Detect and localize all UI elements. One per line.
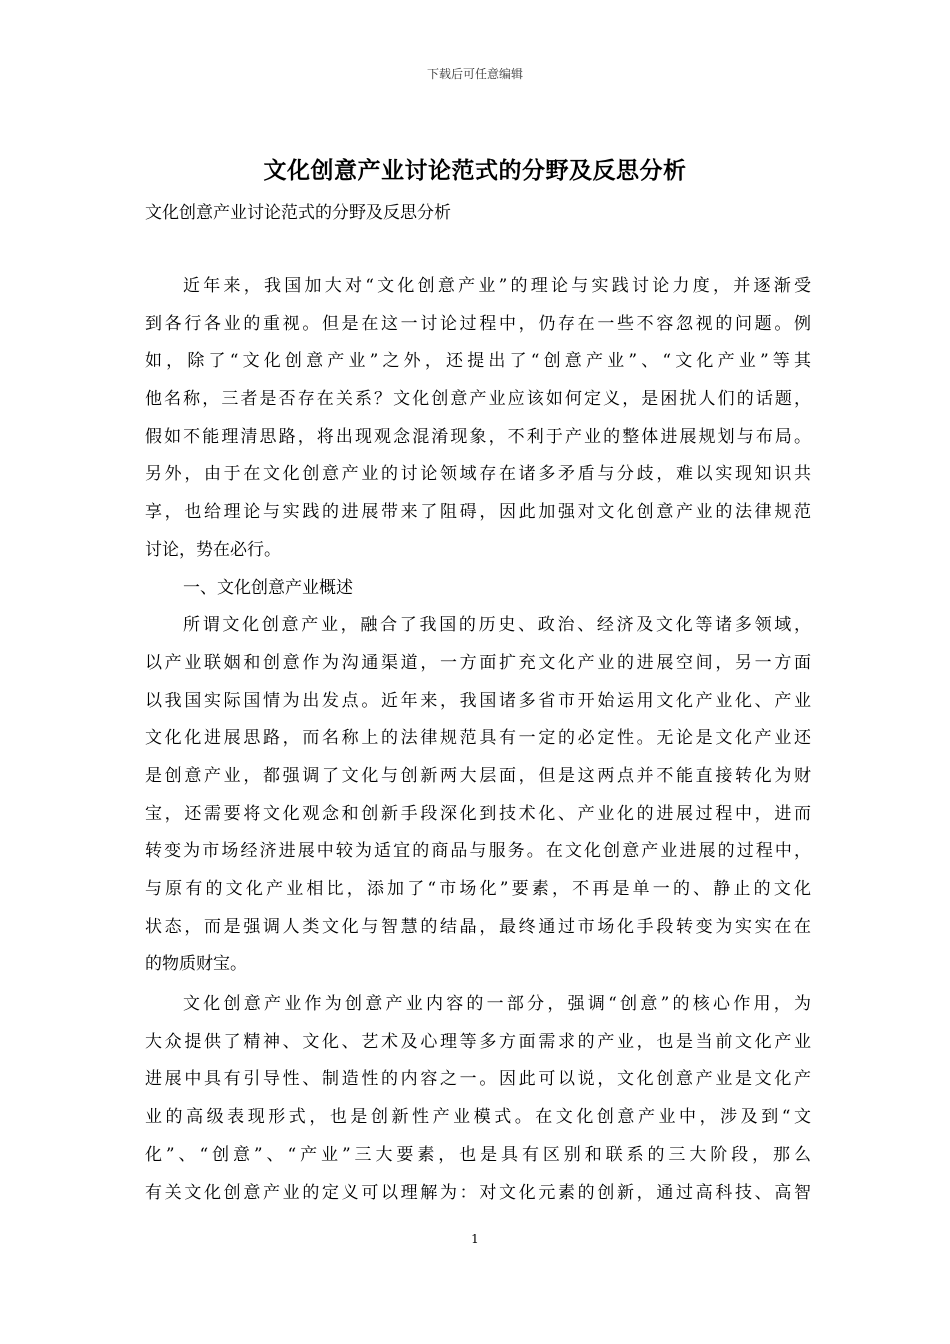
text-line: 进展中具有引导性、制造性的内容之一。因此可以说，文化创意产业是文化产 (145, 1069, 811, 1090)
page-header-note: 下载后可任意编辑 (426, 67, 523, 81)
text-line: 状态，而是强调人类文化与智慧的结晶，最终通过市场化手段转变为实实在在 (145, 916, 811, 937)
text-line: 以我国实际国情为出发点。近年来，我国诸多省市开始运用文化产业化、产业 (145, 690, 811, 711)
text-line: 是创意产业，都强调了文化与创新两大层面，但是这两点并不能直接转化为财 (145, 765, 811, 786)
text-line: 大众提供了精神、文化、艺术及心理等多方面需求的产业，也是当前文化产业 (145, 1031, 811, 1052)
text-line: 享，也给理论与实践的进展带来了阻碍，因此加强对文化创意产业的法律规范 (145, 502, 811, 523)
text-line: 宝，还需要将文化观念和创新手段深化到技术化、产业化的进展过程中，进而 (145, 803, 811, 824)
text-line: 他名称，三者是否存在关系？文化创意产业应该如何定义，是困扰人们的话题， (145, 389, 811, 410)
text-line: 到各行各业的重视。但是在这一讨论过程中，仍存在一些不容忽视的问题。例 (145, 313, 811, 334)
document-subtitle: 文化创意产业讨论范式的分野及反思分析 (145, 203, 451, 223)
text-line: 近年来，我国加大对“文化创意产业”的理论与实践讨论力度，并逐渐受 (183, 276, 811, 296)
text-line: 化”、“创意”、“产业”三大要素，也是具有区别和联系的三大阶段，那么 (145, 1144, 811, 1165)
section-heading: 一、文化创意产业概述 (183, 577, 353, 598)
text-line: 另外，由于在文化创意产业的讨论领域存在诸多矛盾与分歧，难以实现知识共 (145, 464, 811, 485)
text-line: 有关文化创意产业的定义可以理解为：对文化元素的创新，通过高科技、高智 (145, 1182, 811, 1203)
text-line: 如，除了“文化创意产业”之外，还提出了“创意产业”、“文化产业”等其 (145, 351, 811, 372)
document-title: 文化创意产业讨论范式的分野及反思分析 (263, 157, 687, 184)
document-body (145, 268, 811, 1212)
text-line: 以产业联姻和创意作为沟通渠道，一方面扩充文化产业的进展空间，另一方面 (145, 652, 811, 673)
text-line: 的物质财宝。 (145, 954, 247, 975)
page-number: 1 (471, 1232, 479, 1246)
text-line: 业的高级表现形式，也是创新性产业模式。在文化创意产业中，涉及到“文 (145, 1107, 811, 1128)
text-line: 假如不能理清思路，将出现观念混淆现象，不利于产业的整体进展规划与布局。 (145, 426, 811, 447)
text-line: 讨论，势在必行。 (145, 539, 281, 560)
text-line: 与原有的文化产业相比，添加了“市场化”要素，不再是单一的、静止的文化 (145, 879, 811, 899)
text-line: 转变为市场经济进展中较为适宜的商品与服务。在文化创意产业进展的过程中， (145, 841, 811, 862)
text-line: 文化化进展思路，而名称上的法律规范具有一定的必定性。无论是文化产业还 (145, 728, 811, 749)
text-line: 所谓文化创意产业，融合了我国的历史、政治、经济及文化等诸多领域， (183, 615, 811, 636)
text-line: 文化创意产业作为创意产业内容的一部分，强调“创意”的核心作用，为 (183, 994, 811, 1015)
